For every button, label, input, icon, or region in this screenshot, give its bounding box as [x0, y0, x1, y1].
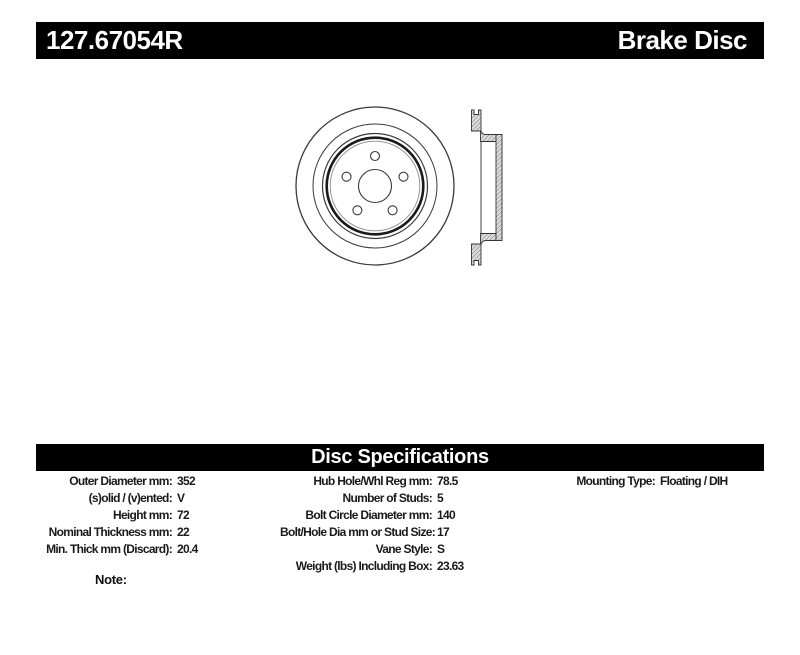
spec-value: S — [437, 541, 445, 556]
spec-section-bar — [36, 444, 764, 471]
spec-label: Min. Thick mm (Discard): — [46, 541, 172, 556]
spec-value: V — [177, 490, 185, 505]
stud-holes — [342, 152, 408, 215]
spec-row — [30, 540, 198, 557]
brake-disc-front-view-icon — [296, 107, 454, 265]
note-label: Note: — [95, 572, 127, 587]
spec-label: Hub Hole/Whl Reg mm: — [313, 473, 432, 488]
spec-value: 72 — [177, 507, 189, 522]
spec-label: Nominal Thickness mm: — [48, 524, 172, 539]
part-number: 127.67054R — [46, 25, 183, 55]
product-title: Brake Disc — [617, 25, 747, 55]
spec-row — [30, 472, 198, 489]
spec-column-right — [555, 472, 728, 489]
spec-label: Vane Style: — [375, 541, 432, 556]
spec-value: 17 — [437, 524, 449, 539]
spec-label: Height mm: — [112, 507, 172, 522]
spec-value: 5 — [437, 490, 443, 505]
spec-row — [555, 472, 728, 489]
spec-value: 20.4 — [177, 541, 198, 556]
spec-value: 140 — [437, 507, 455, 522]
spec-row — [30, 489, 198, 506]
spec-column-left — [30, 472, 198, 557]
spec-label: (s)olid / (v)ented: — [88, 490, 172, 505]
spec-label: Weight (lbs) Including Box: — [295, 558, 432, 573]
spec-row — [30, 523, 198, 540]
spec-value: 23.63 — [437, 558, 464, 573]
spec-label: Outer Diameter mm: — [69, 473, 172, 488]
spec-value: 78.5 — [437, 473, 458, 488]
spec-row — [280, 472, 464, 489]
spec-label: Number of Studs: — [342, 490, 432, 505]
spec-row — [280, 506, 464, 523]
spec-value: 352 — [177, 473, 195, 488]
hub-hole — [359, 170, 392, 203]
spec-row — [280, 523, 464, 540]
spec-label: Bolt Circle Diameter mm: — [305, 507, 432, 522]
spec-row — [280, 557, 464, 574]
spec-label: Mounting Type: — [576, 473, 655, 488]
spec-row — [280, 540, 464, 557]
spec-column-middle — [280, 472, 464, 574]
spec-section-title: Disc Specifications — [311, 446, 489, 468]
header-bar — [36, 22, 764, 59]
brake-disc-cross-section-icon — [472, 110, 503, 265]
spec-value: Floating / DIH — [660, 473, 728, 488]
brake-disc-drawing — [280, 95, 520, 275]
spec-value: 22 — [177, 524, 189, 539]
spec-label: Bolt/Hole Dia mm or Stud Size: — [280, 524, 436, 539]
spec-row — [280, 489, 464, 506]
spec-row — [30, 506, 198, 523]
